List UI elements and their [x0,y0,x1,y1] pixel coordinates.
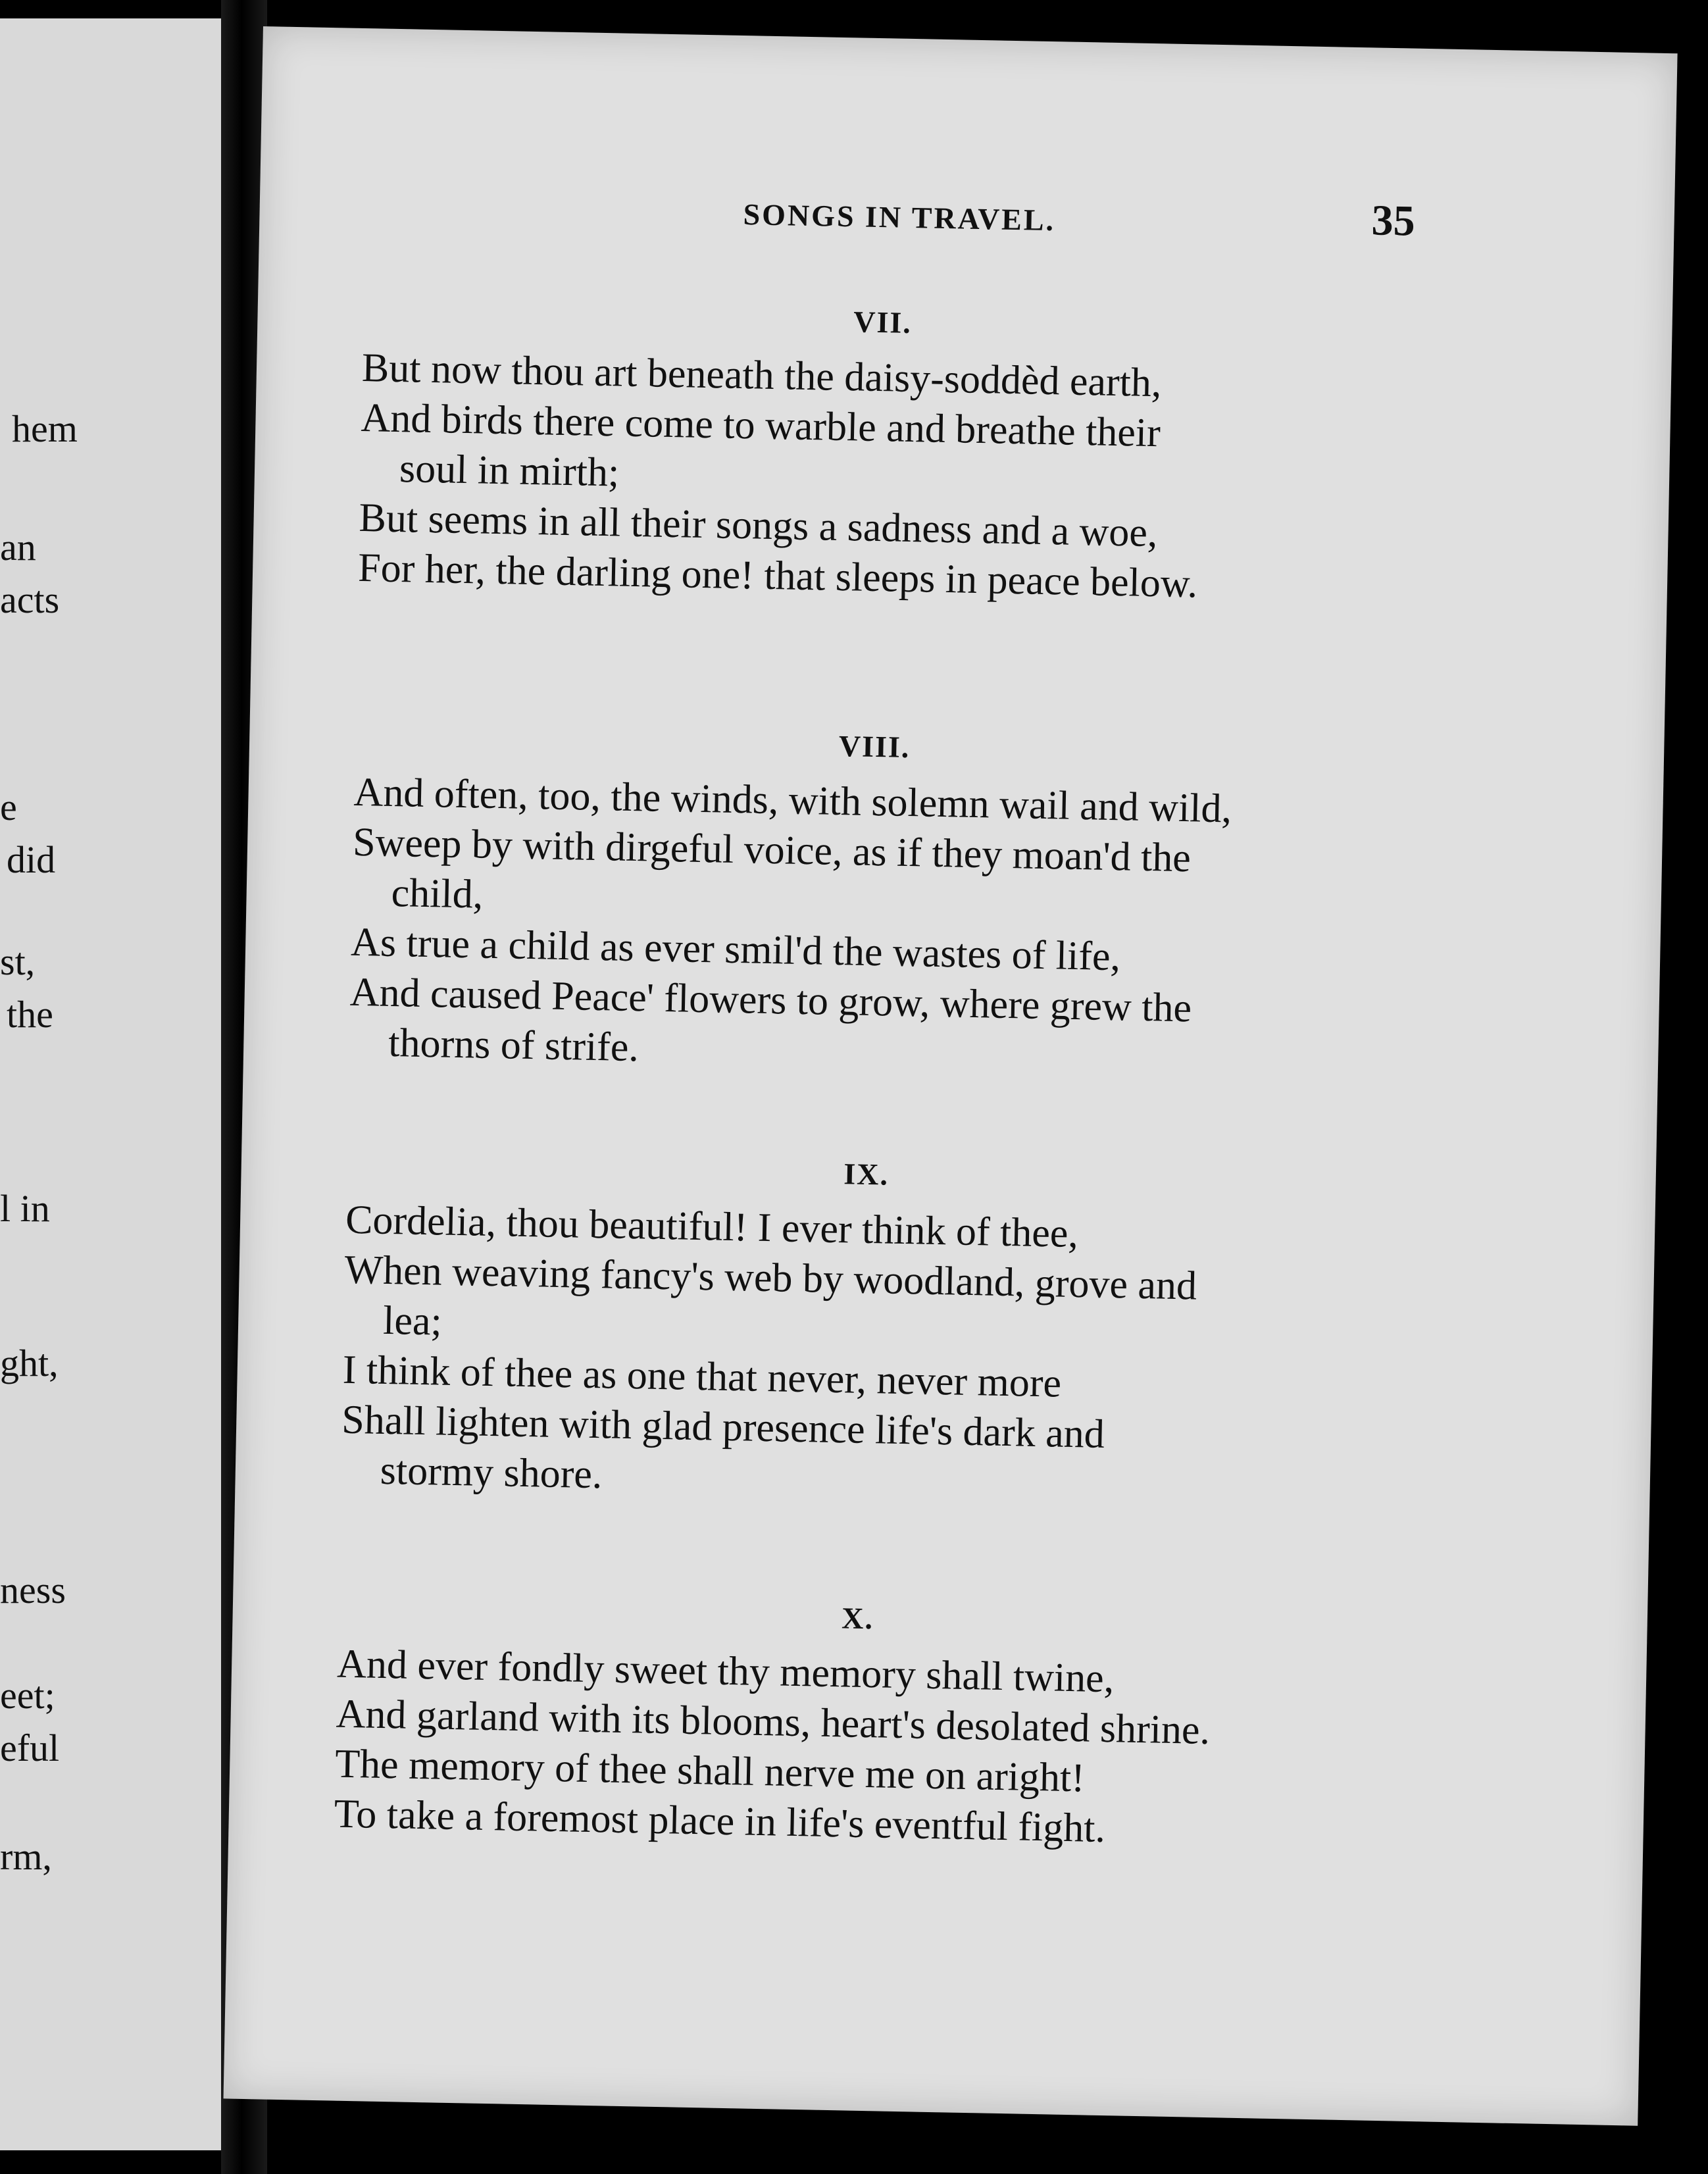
stanza-numeral: VII. [853,305,913,340]
left-page-fragment: did [7,838,56,881]
book-page [224,26,1678,2126]
verse-line-continuation: stormy shore. [380,1448,603,1498]
left-page-fragment: l in [0,1187,50,1230]
verse-line-continuation: thorns of strife. [388,1020,640,1071]
verse-line: And birds there come to warble and breathe their [360,395,1161,456]
page-number: 35 [1370,196,1416,245]
verse-line: But now thou art beneath the daisy-soddèd earth, [361,345,1163,406]
left-page-fragment: the [7,993,53,1036]
verse-line: Cordelia, thou beautiful! I ever think of thee, [345,1197,1079,1257]
verse-line: But seems in all their songs a sadness and a woe, [359,495,1159,556]
stanza-vii [357,295,1402,613]
left-page-fragment: eet; [0,1674,55,1717]
stanza-x [334,1591,1378,1859]
verse-line: Sweep by with dirgeful voice, as if they moan'd the [352,819,1192,881]
stanza-numeral: X. [841,1601,874,1636]
left-page-fragment: an [0,526,36,569]
left-facing-page [0,18,245,2150]
verse-line-continuation: child, [391,870,484,917]
left-page-fragment: st, [0,940,36,983]
left-page-fragment: e [0,786,17,828]
left-page-fragment: ness [0,1569,66,1611]
verse-line: For her, the darling one! that sleeps in peace below. [357,545,1198,607]
running-head: SONGS IN TRAVEL. [743,197,1056,238]
verse-line: To take a foremost place in life's eventful fight. [334,1791,1106,1852]
verse-line: And caused Peace' flowers to grow, where grew the [349,969,1192,1031]
verse-line: And ever fondly sweet thy memory shall twine, [336,1641,1115,1702]
verse-line: The memory of thee shall nerve me on aright! [334,1741,1086,1801]
verse-line: Shall lighten with glad presence life's dark and [341,1397,1105,1457]
left-page-fragment: eful [0,1727,60,1769]
verse-line: When weaving fancy's web by woodland, grove and [344,1247,1197,1309]
stanza-numeral: IX. [843,1157,890,1192]
stanza-ix [340,1147,1386,1515]
stanza-numeral: VIII. [838,729,911,765]
verse-line: I think of thee as one that never, never more [342,1347,1062,1406]
verse-line-continuation: soul in mirth; [399,446,620,495]
verse-line: And garland with its blooms, heart's desolated shrine. [336,1691,1211,1754]
verse-line: And often, too, the winds, with solemn wail and wild, [353,769,1232,832]
verse-line-continuation: lea; [382,1298,443,1344]
left-page-fragment: rm, [0,1835,52,1878]
stanza-viii [349,719,1395,1087]
left-page-fragment: hem [12,407,78,450]
verse-line: As true a child as ever smil'd the wastes of life, [350,919,1121,980]
left-page-fragment: ght, [0,1342,59,1384]
left-page-fragment: acts [0,578,60,621]
